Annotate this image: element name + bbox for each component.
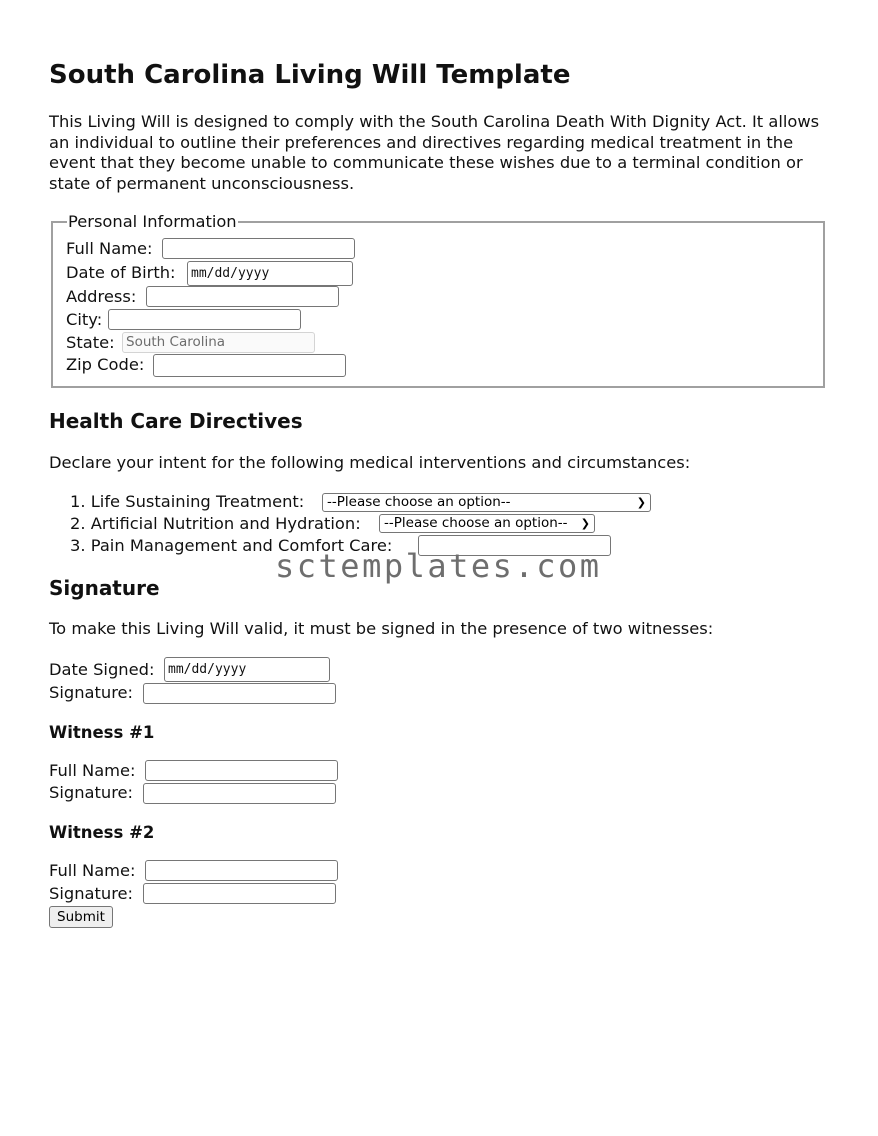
witness2-name-label: Full Name: <box>49 861 136 880</box>
directive-label: Life Sustaining Treatment: <box>90 492 305 511</box>
date-signed-row <box>49 658 154 681</box>
date-signed-input[interactable]: mm/dd/yyyy <box>164 657 330 682</box>
full-name-input[interactable] <box>162 238 355 259</box>
submit-button[interactable]: Submit <box>49 906 113 928</box>
directive-label: Pain Management and Comfort Care: <box>90 536 393 555</box>
witness1-signature-label: Signature: <box>49 783 134 802</box>
witness2-heading: Witness #2 <box>49 823 155 842</box>
life-sustaining-select[interactable] <box>322 493 651 512</box>
city-label: City: <box>66 310 103 329</box>
full-name-row <box>66 237 153 260</box>
directive-number: 3. <box>70 536 86 555</box>
signature-heading: Signature <box>49 576 160 600</box>
selected-option: --Please choose an option-- <box>327 494 511 510</box>
directive-number: 2. <box>70 514 86 533</box>
witness1-heading: Witness #1 <box>49 723 155 742</box>
witness1-name-input[interactable] <box>145 760 338 781</box>
directives-heading: Health Care Directives <box>49 409 303 433</box>
state-label: State: <box>66 333 115 352</box>
witness2-signature-label: Signature: <box>49 884 134 903</box>
state-input: South Carolina <box>122 332 315 353</box>
intro-paragraph: This Living Will is designed to comply with the South Carolina Death With Dignity Act. It allows an individual to outline their preferences and directives regarding medical treatment in the event that they become unable to communicate these wishes due to a terminal condition or state of permanent unconsciousness. <box>49 112 820 193</box>
signature-intro: To make this Living Will valid, it must be signed in the presence of two witnesses: <box>49 619 714 638</box>
chevron-down-icon: ❯ <box>636 496 646 509</box>
directive-item-life-sustaining <box>70 490 304 513</box>
page-title: South Carolina Living Will Template <box>49 60 571 90</box>
address-input[interactable] <box>146 286 339 307</box>
signature-input[interactable] <box>143 683 336 704</box>
witness2-signature-row <box>49 882 133 905</box>
dob-input[interactable]: mm/dd/yyyy <box>187 261 353 286</box>
zip-input[interactable] <box>153 354 346 377</box>
date-signed-label: Date Signed: <box>49 660 155 679</box>
witness1-signature-row <box>49 781 133 804</box>
chevron-down-icon: ❯ <box>580 517 590 530</box>
state-row <box>66 331 115 354</box>
witness2-signature-input[interactable] <box>143 883 336 904</box>
personal-information-legend: Personal Information <box>68 212 237 231</box>
witness2-name-input[interactable] <box>145 860 338 881</box>
zip-label: Zip Code: <box>66 355 145 374</box>
witness2-name-row <box>49 859 136 882</box>
zip-row <box>66 353 144 376</box>
directive-number: 1. <box>70 492 86 511</box>
witness1-name-label: Full Name: <box>49 761 136 780</box>
address-label: Address: <box>66 287 137 306</box>
watermark: sctemplates.com <box>275 547 602 585</box>
witness1-signature-input[interactable] <box>143 783 336 804</box>
selected-option: --Please choose an option-- <box>384 515 568 531</box>
witness1-name-row <box>49 759 136 782</box>
full-name-label: Full Name: <box>66 239 153 258</box>
directive-label: Artificial Nutrition and Hydration: <box>90 514 361 533</box>
signature-label: Signature: <box>49 683 134 702</box>
dob-label: Date of Birth: <box>66 263 176 282</box>
directive-item-nutrition <box>70 512 361 535</box>
city-row <box>66 308 102 331</box>
city-input[interactable] <box>108 309 301 330</box>
directives-intro: Declare your intent for the following medical interventions and circumstances: <box>49 453 691 472</box>
signature-row <box>49 681 133 704</box>
address-row <box>66 285 136 308</box>
nutrition-select[interactable] <box>379 514 595 533</box>
dob-row <box>66 261 176 284</box>
